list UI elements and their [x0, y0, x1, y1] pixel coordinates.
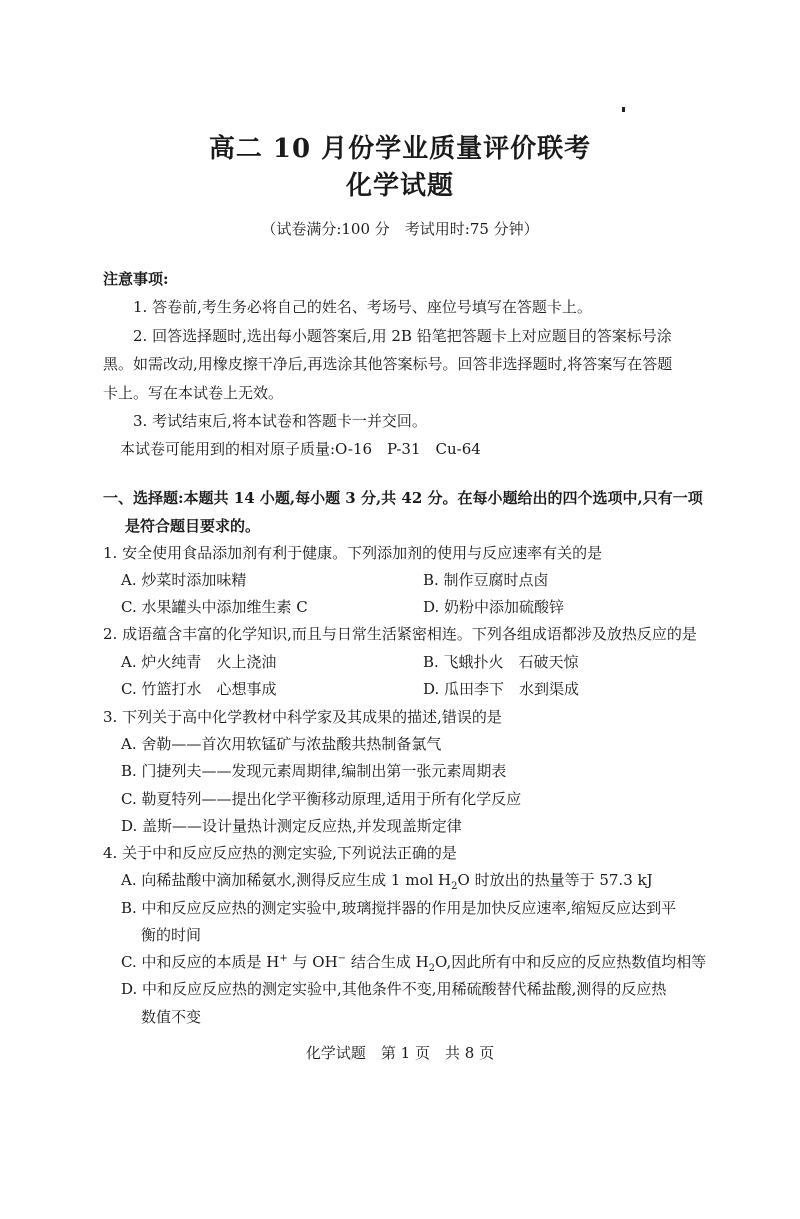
- q3-option-c: C. 勒夏特列——提出化学平衡移动原理,适用于所有化学反应: [121, 790, 522, 808]
- q1-option-a: A. 炒菜时添加味精: [121, 571, 247, 589]
- question-2-stem: 2. 成语蕴含丰富的化学知识,而且与日常生活紧密相连。下列各组成语都涉及放热反应的是: [103, 625, 697, 643]
- notice-item: 2. 回答选择题时,选出每小题答案后,用 2B 铅笔把答题卡上对应题目的答案标号涂: [133, 327, 672, 345]
- q4-option-d: D. 中和反应反应热的测定实验中,其他条件不变,用稀硫酸替代稀盐酸,测得的反应热: [121, 980, 667, 998]
- notice-item: 卡上。写在本试卷上无效。: [103, 384, 284, 402]
- q4-option-d-cont: 数值不变: [141, 1008, 202, 1026]
- question-3-stem: 3. 下列关于高中化学教材中科学家及其成果的描述,错误的是: [103, 708, 502, 726]
- scan-mark: [622, 107, 625, 112]
- exam-info: （试卷满分:100 分 考试用时:75 分钟）: [261, 220, 539, 238]
- notice-item: 黑。如需改动,用橡皮擦干净后,再选涂其他答案标号。回答非选择题时,将答案写在答题: [103, 355, 673, 373]
- exam-subject: 化学试题: [345, 171, 454, 201]
- page-footer: 化学试题 第 1 页 共 8 页: [305, 1044, 495, 1062]
- question-1-stem: 1. 安全使用食品添加剂有利于健康。下列添加剂的使用与反应速率有关的是: [103, 544, 603, 562]
- q2-option-c: C. 竹篮打水 心想事成: [121, 680, 277, 698]
- q4-option-b: B. 中和反应反应热的测定实验中,玻璃搅拌器的作用是加快反应速率,缩短反应达到平: [121, 899, 677, 917]
- atomic-mass-note: 本试卷可能用到的相对原子质量:O-16 P-31 Cu-64: [120, 440, 481, 458]
- q1-option-c: C. 水果罐头中添加维生素 C: [121, 598, 308, 616]
- q1-option-d: D. 奶粉中添加硫酸锌: [423, 598, 565, 616]
- notice-heading: 注意事项:: [103, 270, 169, 288]
- q2-option-b: B. 飞蛾扑火 石破天惊: [423, 653, 579, 671]
- q4-option-b-cont: 衡的时间: [141, 926, 202, 944]
- notice-item: 3. 考试结束后,将本试卷和答题卡一并交回。: [133, 412, 427, 430]
- exam-title: 高二 10 月份学业质量评价联考: [208, 134, 592, 164]
- q3-option-b: B. 门捷列夫——发现元素周期律,编制出第一张元素周期表: [121, 762, 507, 780]
- q1-option-b: B. 制作豆腐时点卤: [423, 571, 549, 589]
- q3-option-a: A. 舍勒——首次用软锰矿与浓盐酸共热制备氯气: [121, 735, 442, 753]
- notice-item: 1. 答卷前,考生务必将自己的姓名、考场号、座位号填写在答题卡上。: [133, 298, 592, 316]
- q4-option-c: C. 中和反应的本质是 H+ 与 OH− 结合生成 $H_2O$,因此所有中和反应的反应热数值均相等: [121, 953, 707, 974]
- section-heading: 一、选择题:本题共 14 小题,每小题 3 分,共 42 分。在每小题给出的四个选项中,只有一项: [103, 489, 703, 507]
- section-heading-cont: 是符合题目要求的。: [125, 517, 261, 535]
- question-4-stem: 4. 关于中和反应反应热的测定实验,下列说法正确的是: [103, 844, 457, 862]
- q4-option-a: A. 向稀盐酸中滴加稀氨水,测得反应生成 1 mol $H_2O$ 时放出的热量等于 57.3 kJ: [121, 871, 653, 892]
- q3-option-d: D. 盖斯——设计量热计测定反应热,并发现盖斯定律: [121, 817, 462, 835]
- q2-option-a: A. 炉火纯青 火上浇油: [121, 653, 277, 671]
- q2-option-d: D. 瓜田李下 水到渠成: [423, 680, 580, 698]
